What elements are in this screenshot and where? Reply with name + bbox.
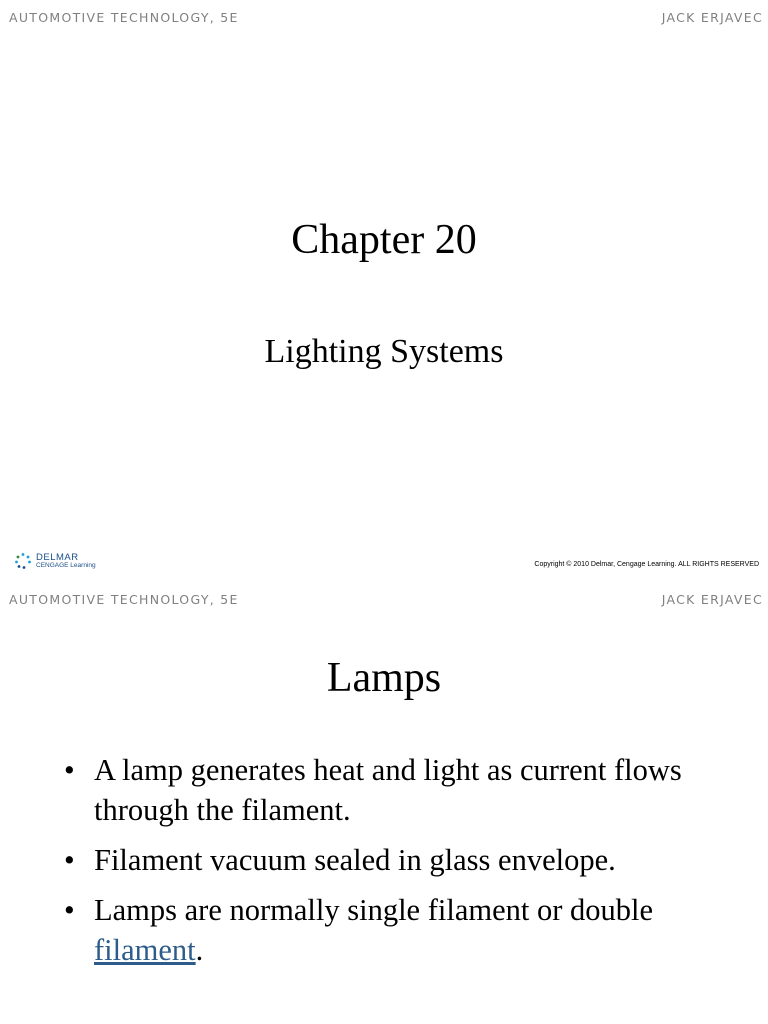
header-author: JACK ERJAVEC xyxy=(661,10,763,25)
bullet-text: Filament vacuum sealed in glass envelope. xyxy=(94,843,616,877)
header-book-title: AUTOMOTIVE TECHNOLOGY, 5E xyxy=(9,10,239,25)
bullet-item xyxy=(64,890,704,970)
bullet-glyph: • xyxy=(64,753,75,787)
slide-title: Lamps xyxy=(326,655,442,701)
slide-lamps xyxy=(0,582,768,1024)
delmar-logo-icon xyxy=(14,552,32,570)
bullet-text-after-link: . xyxy=(195,933,204,967)
bullet-text-before-link: Lamps are normally single filament or double xyxy=(94,893,654,927)
chapter-subtitle: Lighting Systems xyxy=(264,333,504,370)
bullet-text: A lamp generates heat and light as current flows through the filament. xyxy=(94,753,682,827)
bullet-glyph: • xyxy=(64,893,75,927)
filament-link[interactable]: filament xyxy=(94,933,196,967)
bullet-item xyxy=(64,840,704,880)
logo-subtitle: CENGAGE Learning xyxy=(36,562,96,569)
logo-name: DELMAR xyxy=(36,552,79,563)
bullet-list xyxy=(64,750,704,980)
bullet-item xyxy=(64,750,704,830)
publisher-logo xyxy=(14,550,124,572)
copyright-notice: Copyright © 2010 Delmar, Cengage Learning. ALL RIGHTS RESERVED xyxy=(534,561,759,568)
header-author: JACK ERJAVEC xyxy=(661,592,763,607)
bullet-glyph: • xyxy=(64,843,75,877)
header-book-title: AUTOMOTIVE TECHNOLOGY, 5E xyxy=(9,592,239,607)
chapter-title: Chapter 20 xyxy=(291,217,477,263)
